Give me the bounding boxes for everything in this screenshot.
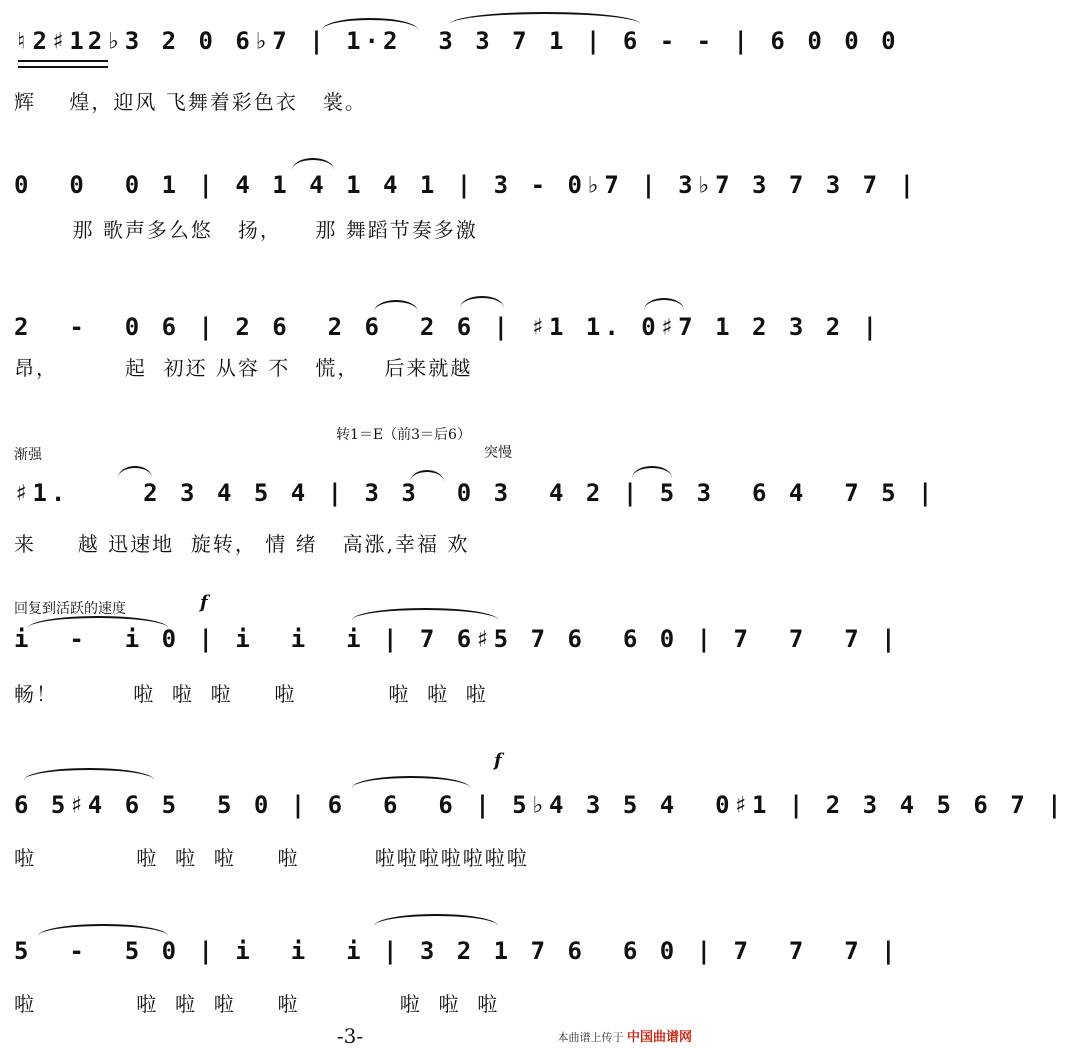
slur <box>24 768 154 780</box>
notation-line: ♮2♯12♭3 2 0 6♭7 | 1·2 3 3 7 1 | 6 - - | 6 0 0 0 <box>14 27 900 55</box>
tempo-marking: 渐强 <box>14 447 42 463</box>
beam-line <box>18 66 108 68</box>
lyric-line: 辉 煌，迎风 飞舞着彩色衣 裳。 <box>14 90 367 114</box>
lyric-line: 那 歌声多么悠 扬， 那 舞蹈节奏多激 <box>14 218 478 242</box>
lyric-line: 畅！ 啦 啦 啦 啦 啦 啦 啦 <box>14 682 488 706</box>
notation-line: 2 - 0 6 | 2 6 2 6 2 6 | ♯1 1. 0♯7 1 2 3 2 | <box>14 313 882 341</box>
page-number: -3- <box>336 1024 364 1048</box>
slur <box>644 298 684 310</box>
dynamic-forte: f <box>494 750 502 771</box>
notation-line: ♯1. 2 3 4 5 4 | 3 3 0 3 4 2 | 5 3 6 4 7 5 | <box>14 479 937 507</box>
notation-line: i - i 0 | i i i | 7 6♯5 7 6 6 0 | 7 7 7 | <box>14 625 900 653</box>
tempo-marking: 回复到活跃的速度 <box>14 601 126 617</box>
tempo-marking-sudden-slow: 突慢 <box>484 445 512 461</box>
watermark-site-name: 中国曲谱网 <box>626 1030 692 1045</box>
beam-line <box>18 60 108 62</box>
notation-line: 0 0 0 1 | 4 1 4 1 4 1 | 3 - 0♭7 | 3♭7 3 7 3 7 | <box>14 171 919 199</box>
slur <box>460 296 504 308</box>
watermark-prefix: 本曲谱上传于 <box>557 1031 624 1044</box>
notation-line: 6 5♯4 6 5 5 0 | 6 6 6 | 5♭4 3 5 4 0♯1 | 2 3 4 5 6 7 | <box>14 791 1066 819</box>
slur <box>352 776 470 788</box>
slur <box>374 914 498 926</box>
tie <box>450 12 640 24</box>
lyric-line: 啦 啦 啦 啦 啦 啦啦啦啦啦啦啦 <box>14 846 529 870</box>
slur <box>352 608 498 620</box>
notation-line: 5 - 5 0 | i i i | 3 2 1 7 6 6 0 | 7 7 7 | <box>14 937 900 965</box>
lyric-line: 昂， 起 初还 从容 不 慌， 后来就越 <box>14 356 473 380</box>
site-watermark <box>557 1026 692 1045</box>
lyric-line: 啦 啦 啦 啦 啦 啦 啦 啦 <box>14 992 500 1016</box>
key-change-marking: 转1＝E（前3＝后6） <box>336 427 471 443</box>
lyric-line: 来 越 迅速地 旋转， 情 绪 高涨,幸福 欢 <box>14 532 470 556</box>
dynamic-forte: f <box>200 592 208 613</box>
